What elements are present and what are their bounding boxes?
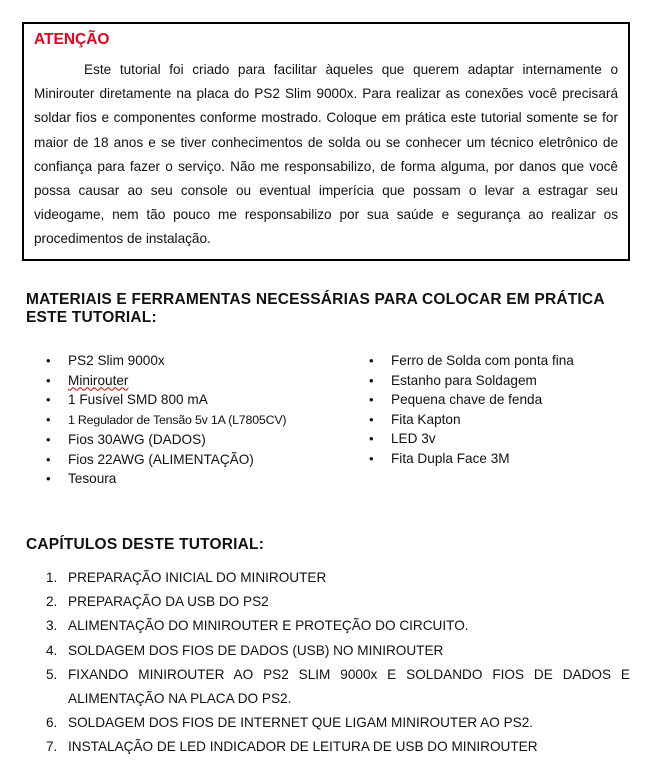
- list-item: • LED 3v: [369, 429, 574, 449]
- warning-box: [22, 22, 630, 261]
- list-item: • PS2 Slim 9000x: [46, 351, 286, 371]
- warning-title: ATENÇÃO: [34, 31, 110, 48]
- list-number: 5.: [46, 666, 58, 682]
- list-item: 2. PREPARAÇÃO DA USB DO PS2: [26, 590, 630, 614]
- list-item: • Minirouter: [46, 371, 286, 391]
- list-number: 2.: [46, 594, 58, 610]
- list-item: • Fios 30AWG (DADOS): [46, 430, 286, 450]
- bullet-icon: •: [46, 471, 51, 486]
- bullet-icon: •: [46, 372, 51, 388]
- materials-heading: MATERIAIS E FERRAMENTAS NECESSÁRIAS PARA COLOCAR EM PRÁTICA ESTE TUTORIAL:: [26, 291, 605, 326]
- list-item: • Fita Kapton: [369, 410, 574, 430]
- bullet-icon: •: [46, 392, 51, 407]
- bullet-icon: •: [46, 411, 51, 427]
- list-item: • Tesoura: [46, 469, 286, 489]
- list-item: 7. INSTALAÇÃO DE LED INDICADOR DE LEITURA DE USB DO MINIROUTER: [26, 735, 630, 759]
- list-number: 6.: [46, 715, 58, 731]
- list-number: 7.: [46, 739, 58, 755]
- list-number: 3.: [46, 618, 58, 634]
- bullet-icon: •: [369, 450, 374, 466]
- list-number: 4.: [46, 642, 58, 658]
- list-item: 1. PREPARAÇÃO INICIAL DO MINIROUTER: [26, 566, 630, 590]
- bullet-icon: •: [369, 372, 374, 388]
- bullet-icon: •: [46, 353, 51, 368]
- list-number: 1.: [46, 570, 58, 585]
- warning-text: Este tutorial foi criado para facilitar àqueles que querem adaptar internamente o Minirouter diretamente na placa do PS2 Slim 9000x. Para realizar as conexões você precisará soldar fios e componentes conforme mostrado. Coloque em prática este tutorial somente se for maior de 18 anos e se tiver conhecimentos de solda ou se conhecer um técnico eletrônico de confiança para fazer o serviço. Não me responsabilizo, de forma alguma, por danos que você possa causar ao seu console ou eventual imperícia que possam o levar a estragar seu videogame, nem tão pouco me responsabilizo por sua saúde e segurança ao realizar os procedimentos de instalação.: [34, 62, 618, 247]
- bullet-icon: •: [369, 411, 374, 427]
- list-item: • Fios 22AWG (ALIMENTAÇÃO): [46, 450, 286, 470]
- bullet-icon: •: [369, 353, 374, 368]
- list-item: 3. ALIMENTAÇÃO DO MINIROUTER E PROTEÇÃO DO CIRCUITO.: [26, 614, 630, 638]
- chapters-heading: CAPÍTULOS DESTE TUTORIAL:: [26, 536, 265, 553]
- list-item: 5. FIXANDO MINIROUTER AO PS2 SLIM 9000x E SOLDANDO FIOS DE DADOS E ALIMENTAÇÃO NA PLACA DO PS2.: [26, 663, 630, 711]
- list-item: • Ferro de Solda com ponta fina: [369, 351, 574, 371]
- materials-list-right: [349, 351, 574, 468]
- list-item: • 1 Fusível SMD 800 mA: [46, 390, 286, 410]
- chapters-list: [26, 566, 630, 760]
- list-item: • Fita Dupla Face 3M: [369, 449, 574, 469]
- bullet-icon: •: [369, 392, 374, 407]
- bullet-icon: •: [46, 432, 51, 447]
- list-item: 4. SOLDAGEM DOS FIOS DE DADOS (USB) NO MINIROUTER: [26, 639, 630, 663]
- list-item: • Estanho para Soldagem: [369, 371, 574, 391]
- list-item: 6. SOLDAGEM DOS FIOS DE INTERNET QUE LIGAM MINIROUTER AO PS2.: [26, 711, 630, 735]
- materials-list-left: [26, 351, 286, 489]
- list-item: • Pequena chave de fenda: [369, 390, 574, 410]
- list-item: • 1 Regulador de Tensão 5v 1A (L7805CV): [46, 410, 286, 431]
- bullet-icon: •: [46, 451, 51, 467]
- bullet-icon: •: [369, 431, 374, 446]
